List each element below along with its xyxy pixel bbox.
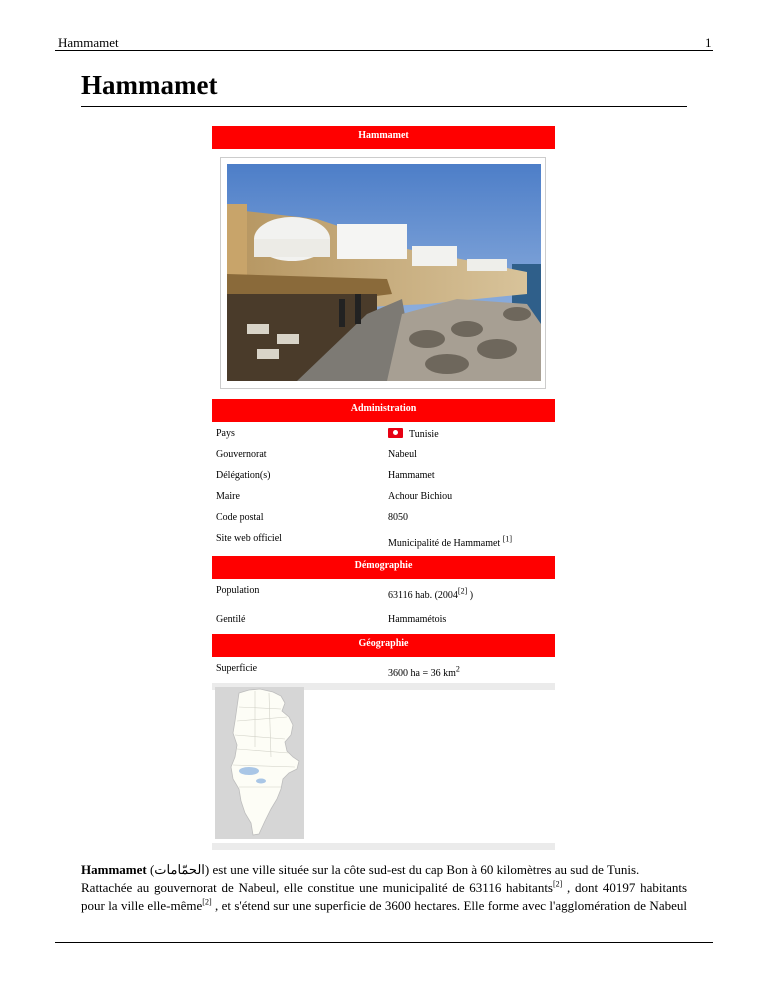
header-rule [55,50,713,51]
official-website-link[interactable]: Municipalité de Hammamet [388,538,501,549]
infobox-title: Hammamet [212,126,555,149]
row-label: Population [216,585,260,596]
row-value: Hammamétois [388,614,447,625]
reference-link[interactable]: [2] [553,879,563,889]
row-value: 8050 [388,512,408,523]
paragraph-line-2 [81,880,687,896]
town-photo [220,157,546,389]
row-label: Pays [216,428,235,439]
row-value: 3600 ha = 36 km [388,668,456,679]
row-value[interactable]: Tunisie [409,429,439,440]
infobox-footer-bar [212,843,555,850]
row-label: Gentilé [216,614,246,625]
row-code-postal [212,506,555,527]
row-value: 63116 hab. (2004 [388,590,458,601]
row-delegation [212,464,555,485]
reference-link[interactable]: [1] [502,534,513,544]
row-site-web [212,527,555,556]
paragraph-text: pour la ville elle-même [81,898,203,913]
row-label: Délégation(s) [216,470,271,481]
row-label: Gouvernorat [216,449,267,460]
title-rule [81,106,687,107]
page-number: 1 [705,35,712,50]
paragraph-text: Rattachée au gouvernorat de Nabeul, elle constitue une municipalité de 63116 habitants [81,880,553,895]
row-gouvernorat [212,443,555,464]
photo-image [227,164,541,381]
unit-exponent: 2 [455,664,460,674]
paragraph-text: est une ville située sur la côte sud-est du cap Bon à 60 kilomètres au sud de Tunis. [209,862,640,877]
row-label: Code postal [216,512,264,523]
row-value: Achour Bichiou [388,491,453,502]
tunisia-map-image [215,687,304,839]
footer-rule [55,942,713,943]
paragraph-line-3 [81,898,687,914]
row-value[interactable]: Hammamet [388,470,435,481]
paragraph-text: , dont 40197 habitants [562,880,688,895]
paragraph-text: , et s'étend sur une superficie de 3600 hectares. Elle forme avec l'agglomération de Nabeul [211,898,687,913]
section-geographie: Géographie [212,634,555,657]
row-gentile [212,608,555,629]
paragraph-intro [81,862,639,878]
row-label: Maire [216,491,240,502]
row-maire [212,485,555,506]
term-bold: Hammamet [81,862,147,877]
running-header-title: Hammamet [58,35,119,50]
row-value-suffix: ) [467,590,474,601]
row-pays [212,422,555,443]
row-superficie [212,657,555,683]
section-demographie: Démographie [212,556,555,579]
infobox [212,126,555,690]
row-value[interactable]: Nabeul [388,449,417,460]
reference-link[interactable]: [2] [457,586,468,596]
row-population [212,579,555,608]
section-administration: Administration [212,399,555,422]
page-title: Hammamet [81,70,218,100]
reference-link[interactable]: [2] [202,897,212,907]
arabic-name: (الحمّامات) [149,862,210,877]
tunisia-flag-icon [388,428,403,438]
row-label: Site web officiel [216,533,282,544]
row-label: Superficie [216,663,258,674]
location-map[interactable] [215,687,304,839]
